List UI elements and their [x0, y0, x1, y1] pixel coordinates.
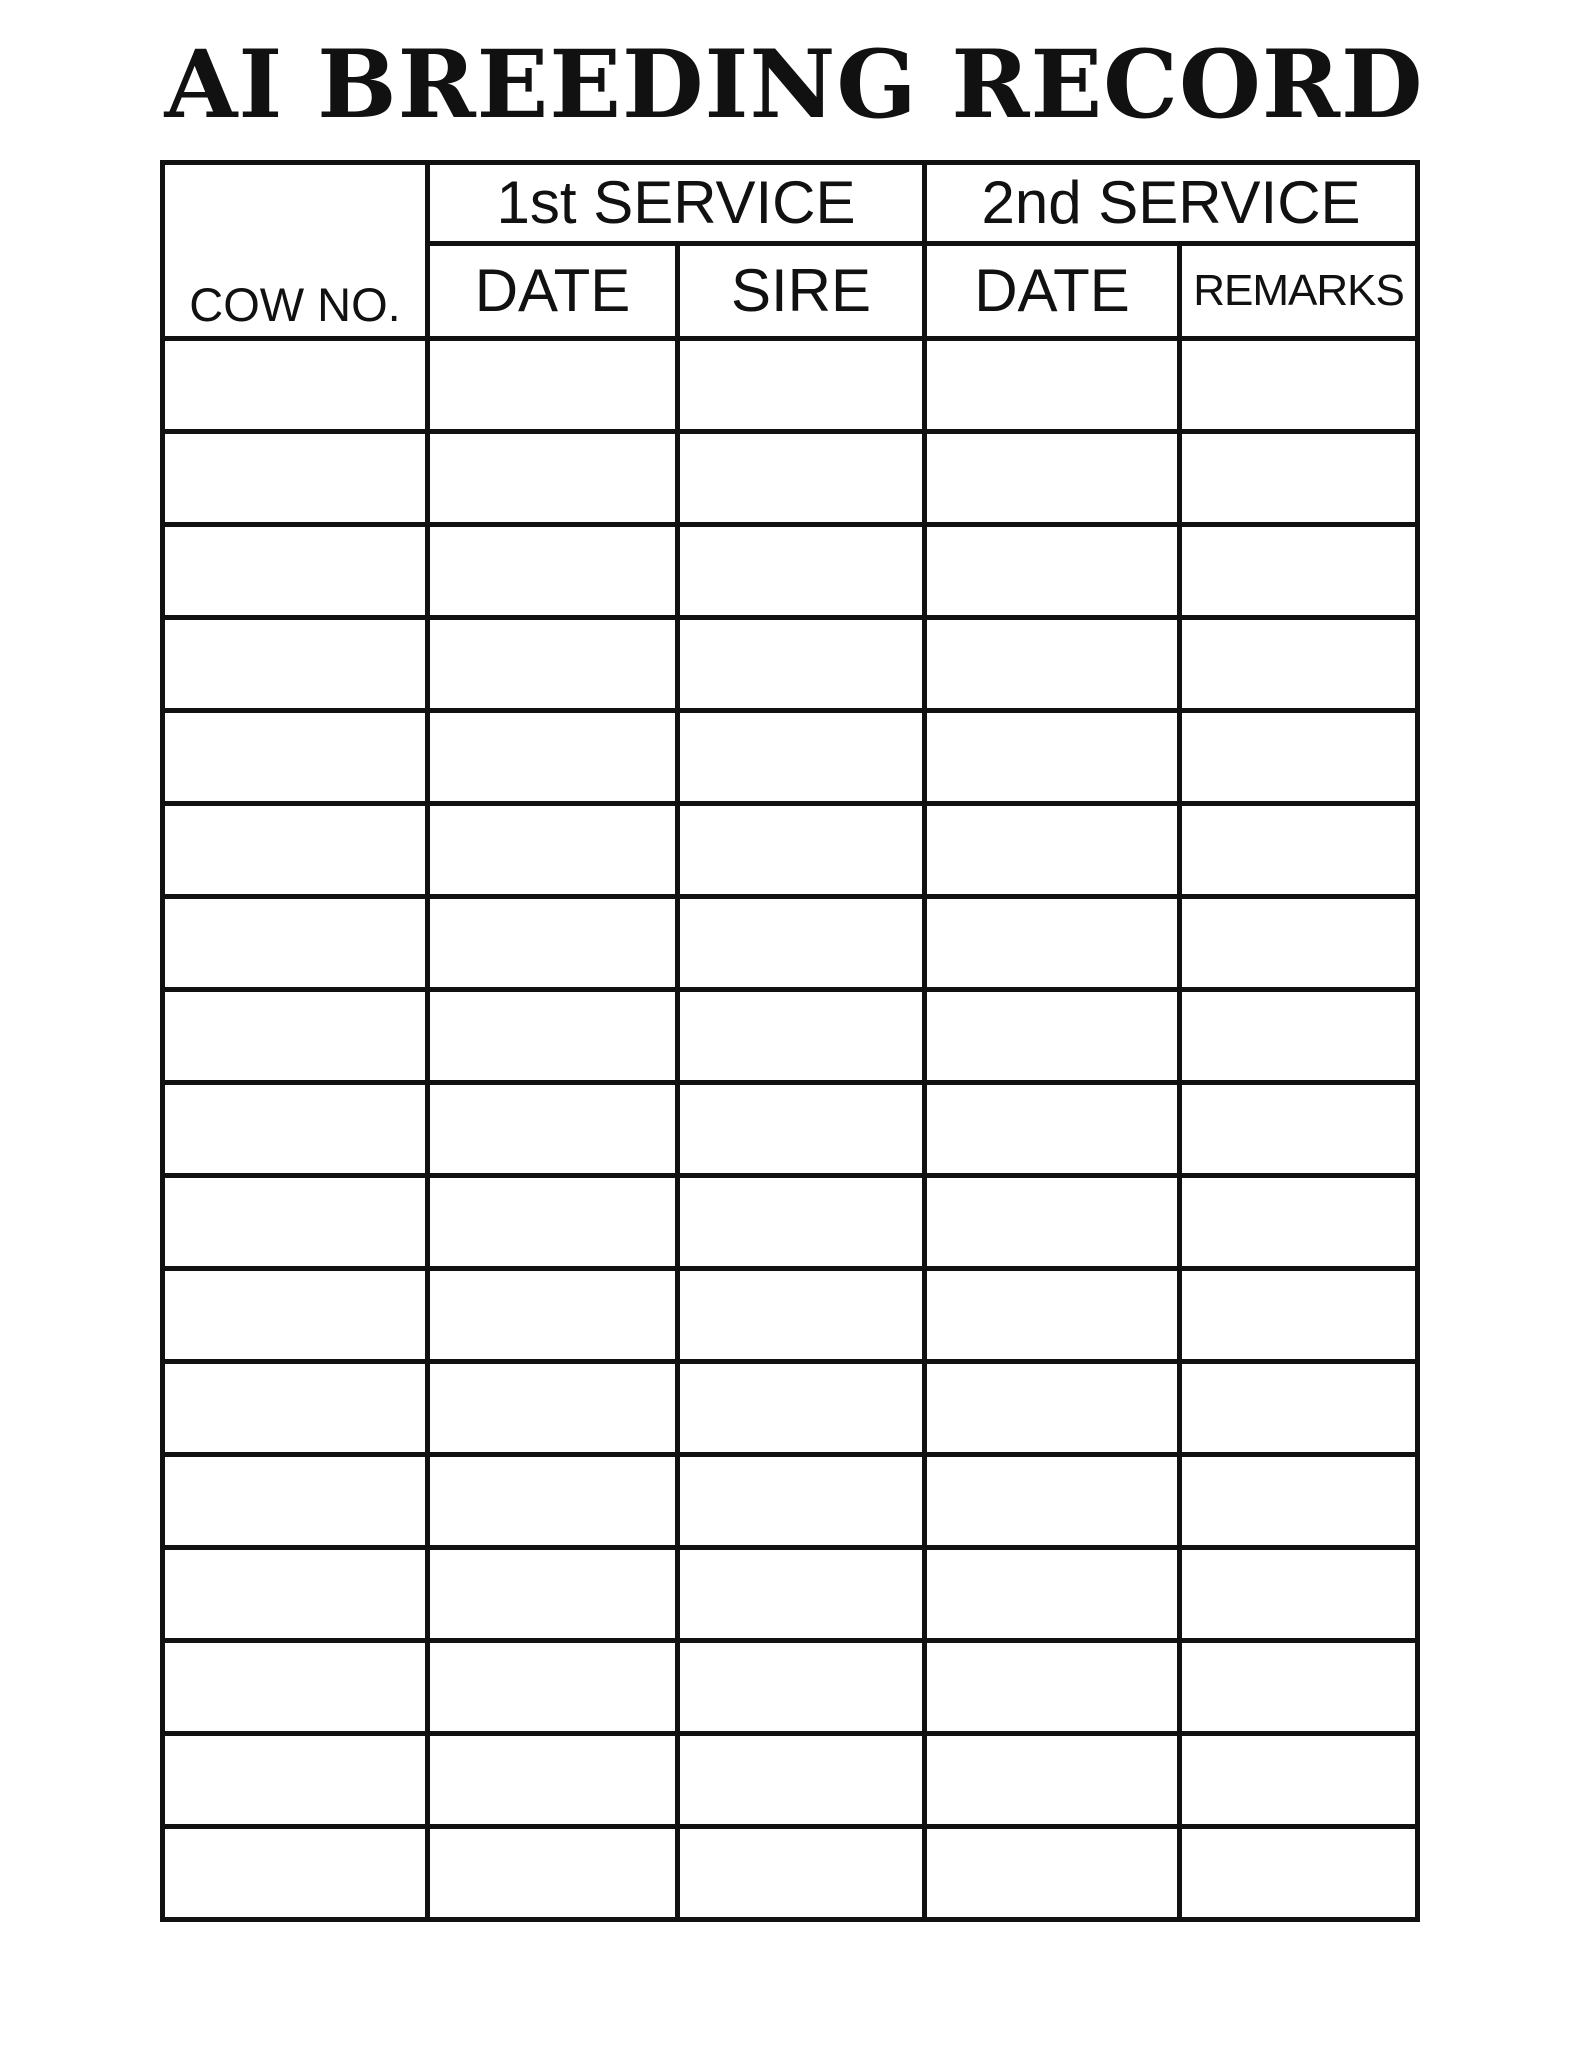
table-row: [163, 1733, 1418, 1826]
second-date-cell[interactable]: [925, 1733, 1180, 1826]
first-sire-cell[interactable]: [678, 338, 925, 431]
second-date-cell[interactable]: [925, 1361, 1180, 1454]
second-date-cell[interactable]: [925, 803, 1180, 896]
remarks-cell[interactable]: [1180, 617, 1418, 710]
cow-no-cell[interactable]: [163, 989, 428, 1082]
cow-no-cell[interactable]: [163, 1361, 428, 1454]
first-sire-cell[interactable]: [678, 989, 925, 1082]
cow-no-cell[interactable]: [163, 524, 428, 617]
first-sire-cell[interactable]: [678, 524, 925, 617]
first-sire-cell[interactable]: [678, 1547, 925, 1640]
second-date-cell[interactable]: [925, 1454, 1180, 1547]
cow-no-cell[interactable]: [163, 338, 428, 431]
cow-no-cell[interactable]: [163, 617, 428, 710]
table-row: [163, 617, 1418, 710]
second-date-cell[interactable]: [925, 1082, 1180, 1175]
second-date-cell[interactable]: [925, 1640, 1180, 1733]
cow-no-cell[interactable]: [163, 1826, 428, 1919]
breeding-record-table: [160, 160, 1420, 1922]
second-date-cell[interactable]: [925, 338, 1180, 431]
second-date-cell[interactable]: [925, 896, 1180, 989]
table-row: [163, 1826, 1418, 1919]
second-date-cell[interactable]: [925, 710, 1180, 803]
remarks-cell[interactable]: [1180, 338, 1418, 431]
first-date-cell[interactable]: [428, 524, 678, 617]
record-rows: [163, 338, 1418, 1919]
remarks-cell[interactable]: [1180, 524, 1418, 617]
header-first-sire: SIRE: [678, 244, 925, 339]
table-row: [163, 1640, 1418, 1733]
first-date-cell[interactable]: [428, 710, 678, 803]
remarks-cell[interactable]: [1180, 710, 1418, 803]
table-row: [163, 989, 1418, 1082]
first-sire-cell[interactable]: [678, 1268, 925, 1361]
second-date-cell[interactable]: [925, 431, 1180, 524]
cow-no-cell[interactable]: [163, 803, 428, 896]
remarks-cell[interactable]: [1180, 1826, 1418, 1919]
second-date-cell[interactable]: [925, 1175, 1180, 1268]
remarks-cell[interactable]: [1180, 989, 1418, 1082]
first-date-cell[interactable]: [428, 803, 678, 896]
first-sire-cell[interactable]: [678, 431, 925, 524]
header-second-service: 2nd SERVICE: [925, 163, 1418, 244]
second-date-cell[interactable]: [925, 524, 1180, 617]
remarks-cell[interactable]: [1180, 1361, 1418, 1454]
second-date-cell[interactable]: [925, 1826, 1180, 1919]
first-sire-cell[interactable]: [678, 896, 925, 989]
table-row: [163, 524, 1418, 617]
page-title: AI BREEDING RECORD: [164, 30, 1424, 140]
first-date-cell[interactable]: [428, 1268, 678, 1361]
remarks-cell[interactable]: [1180, 1547, 1418, 1640]
table-row: [163, 1175, 1418, 1268]
header-row-services: [163, 163, 1418, 244]
remarks-cell[interactable]: [1180, 896, 1418, 989]
table-row: [163, 1361, 1418, 1454]
remarks-cell[interactable]: [1180, 1640, 1418, 1733]
first-sire-cell[interactable]: [678, 1454, 925, 1547]
table-row: [163, 1082, 1418, 1175]
header-first-service: 1st SERVICE: [428, 163, 925, 244]
header-cow-no: COW NO.: [163, 244, 428, 339]
table-row: [163, 710, 1418, 803]
first-date-cell[interactable]: [428, 989, 678, 1082]
cow-no-cell[interactable]: [163, 1268, 428, 1361]
cow-no-cell[interactable]: [163, 1547, 428, 1640]
table-row: [163, 338, 1418, 431]
header-corner: [163, 163, 428, 244]
first-sire-cell[interactable]: [678, 1640, 925, 1733]
second-date-cell[interactable]: [925, 1268, 1180, 1361]
first-date-cell[interactable]: [428, 1454, 678, 1547]
first-sire-cell[interactable]: [678, 617, 925, 710]
first-date-cell[interactable]: [428, 1826, 678, 1919]
first-date-cell[interactable]: [428, 896, 678, 989]
first-date-cell[interactable]: [428, 1175, 678, 1268]
table-row: [163, 803, 1418, 896]
cow-no-cell[interactable]: [163, 710, 428, 803]
first-date-cell[interactable]: [428, 1640, 678, 1733]
cow-no-cell[interactable]: [163, 1082, 428, 1175]
cow-no-cell[interactable]: [163, 1640, 428, 1733]
header-remarks: REMARKS: [1180, 244, 1418, 339]
remarks-cell[interactable]: [1180, 1268, 1418, 1361]
table-row: [163, 431, 1418, 524]
first-sire-cell[interactable]: [678, 1361, 925, 1454]
cow-no-cell[interactable]: [163, 1454, 428, 1547]
remarks-cell[interactable]: [1180, 1082, 1418, 1175]
header-second-date: DATE: [925, 244, 1180, 339]
first-date-cell[interactable]: [428, 431, 678, 524]
remarks-cell[interactable]: [1180, 1733, 1418, 1826]
first-sire-cell[interactable]: [678, 1082, 925, 1175]
table-row: [163, 1547, 1418, 1640]
first-date-cell[interactable]: [428, 1733, 678, 1826]
remarks-cell[interactable]: [1180, 1454, 1418, 1547]
second-date-cell[interactable]: [925, 989, 1180, 1082]
first-date-cell[interactable]: [428, 338, 678, 431]
first-sire-cell[interactable]: [678, 710, 925, 803]
header-row-columns: [163, 244, 1418, 339]
cow-no-cell[interactable]: [163, 431, 428, 524]
first-sire-cell[interactable]: [678, 1175, 925, 1268]
cow-no-cell[interactable]: [163, 896, 428, 989]
table-row: [163, 1454, 1418, 1547]
first-date-cell[interactable]: [428, 1082, 678, 1175]
table-row: [163, 896, 1418, 989]
header-first-date: DATE: [428, 244, 678, 339]
second-date-cell[interactable]: [925, 617, 1180, 710]
table-row: [163, 1268, 1418, 1361]
cow-no-cell[interactable]: [163, 1175, 428, 1268]
first-date-cell[interactable]: [428, 617, 678, 710]
first-sire-cell[interactable]: [678, 1826, 925, 1919]
first-sire-cell[interactable]: [678, 1733, 925, 1826]
remarks-cell[interactable]: [1180, 803, 1418, 896]
first-sire-cell[interactable]: [678, 803, 925, 896]
first-date-cell[interactable]: [428, 1547, 678, 1640]
remarks-cell[interactable]: [1180, 431, 1418, 524]
second-date-cell[interactable]: [925, 1547, 1180, 1640]
remarks-cell[interactable]: [1180, 1175, 1418, 1268]
cow-no-cell[interactable]: [163, 1733, 428, 1826]
first-date-cell[interactable]: [428, 1361, 678, 1454]
